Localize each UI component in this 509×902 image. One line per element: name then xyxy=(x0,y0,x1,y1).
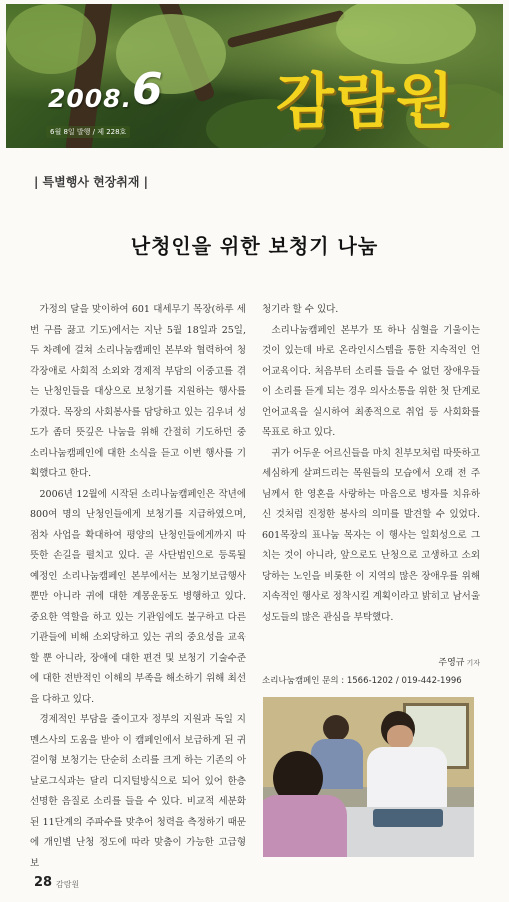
footer-magazine-name: 감람원 xyxy=(56,880,80,889)
contact-info: 소리나눔캠페인 문의 : 1566-1202 / 019-442-1996 xyxy=(262,676,462,686)
article-paragraph: 2006년 12월에 시작된 소리나눔캠페인은 작년에 800여 명의 난청인들에게 보청기를 지급하였으며, 점차 사업을 확대하여 평양의 난청인들에게까지 따뜻한 손길을 펼치고 있다. 곧 사단법인으로 등록될 예정인 소리나눔캠페인 본부에서는 보청기보급행사뿐만 아니라 귀에 대한 계몽운동도 병행하고 있다. 중요한 역할을 하고 있는 기관임에도 불구하고 다른 기관들에 비해 소외당하고 있는 귀의 중요성을 교육할 뿐 아니라, 장애에 대한 편견 및 보청기 기술수준에 대한 전반적인 이해의 부족을 해소하기 위해 최선을 다하고 있다. xyxy=(30,488,246,705)
issue-month: 6 xyxy=(132,64,163,115)
byline-role: 기자 xyxy=(466,659,480,667)
issue-year: 2008. xyxy=(48,84,133,113)
article-paragraph: 가정의 달을 맞이하여 601 대세무기 목장(하루 세 번 구름 끓고 기도)에서는 지난 5월 18일과 25일, 두 차례에 걸쳐 소리나눔캠페인 본부와 협력하여 청각장애로 사회적 소외와 경제적 부담의 이중고를 겪는 난청인들을 대상으로 보청기를 지원하는 행사를 가졌다. 목장의 사회봉사를 담당하고 있는 김우녀 성도가 좀더 뜻깊은 나눔을 위해 간절히 기도하던 중 소리나눔캠페인에 대한 소식을 듣고 이번 행사를 기획했다고 한다. xyxy=(30,304,246,479)
header-banner xyxy=(6,4,503,148)
tree-branch xyxy=(227,10,346,49)
photo-device xyxy=(373,809,443,827)
photo-person-front-body xyxy=(263,795,347,857)
article-paragraph: 귀가 어두운 어르신들을 마치 친부모처럼 따뜻하고 세심하게 살펴드리는 목원들의 모습에서 오래 전 주님께서 한 영혼을 사랑하는 마음으로 병자를 치유하신 것처럼 진정한 봉사의 의미를 발견할 수 있었다. 601목장의 표나눔 목자는 이 행사는 일회성으로 그치는 것이 아니라, 앞으로도 난청으로 고생하고 소외당하는 노인을 비롯한 이 지역의 많은 장애우를 위해 지속적인 행사로 정착시킬 계획이라고 밝히고 남서울 성도들의 많은 관심을 부탁했다. xyxy=(262,447,480,623)
article-title: 난청인을 위한 보청기 나눔 xyxy=(130,234,379,258)
article-paragraph: 청기라 할 수 있다. xyxy=(262,304,339,315)
byline xyxy=(262,655,480,668)
issue-meta: 6월 8일 발행 / 제 228호 xyxy=(46,126,130,138)
foliage xyxy=(6,4,96,74)
article-column-right xyxy=(262,300,480,628)
photo-person-right-face xyxy=(387,725,413,749)
magazine-title: 감람원 xyxy=(276,67,456,137)
event-photo xyxy=(263,697,474,857)
photo-person-back xyxy=(323,715,349,741)
byline-name: 주영규 xyxy=(438,658,465,668)
page-number: 28 xyxy=(34,875,53,890)
article-paragraph: 경제적인 부담을 줄이고자 정부의 지원과 독일 지멘스사의 도움을 받아 이 캠페인에서 보급하게 된 귀걸이형 보청기는 단순히 소리를 크게 하는 기존의 아날로그식과는 달리 디지털방식으로 되어 있어 한층 선명한 음질로 소리를 들을 수 있다. 비교적 세분화된 11단계의 주파수를 맞추어 청력을 측정하기 때문에 개인별 난청 정도에 따라 맞춤이 가능한 고급형 보 xyxy=(30,714,246,869)
article-column-left xyxy=(30,300,246,874)
article-paragraph: 소리나눔캠페인 본부가 또 하나 심혈을 기울이는 것이 있는데 바로 온라인시스템을 통한 지속적인 언어교육이다. 처음부터 소리를 들을 수 없던 장애우들이 소리를 듣게 되는 경우 의사소통을 위한 첫 단계로 언어교육을 실시하여 최종적으로 취업 등 사회화를 목표로 하고 있다. xyxy=(262,324,480,438)
section-label: | 특별행사 현장취재 | xyxy=(34,175,149,189)
